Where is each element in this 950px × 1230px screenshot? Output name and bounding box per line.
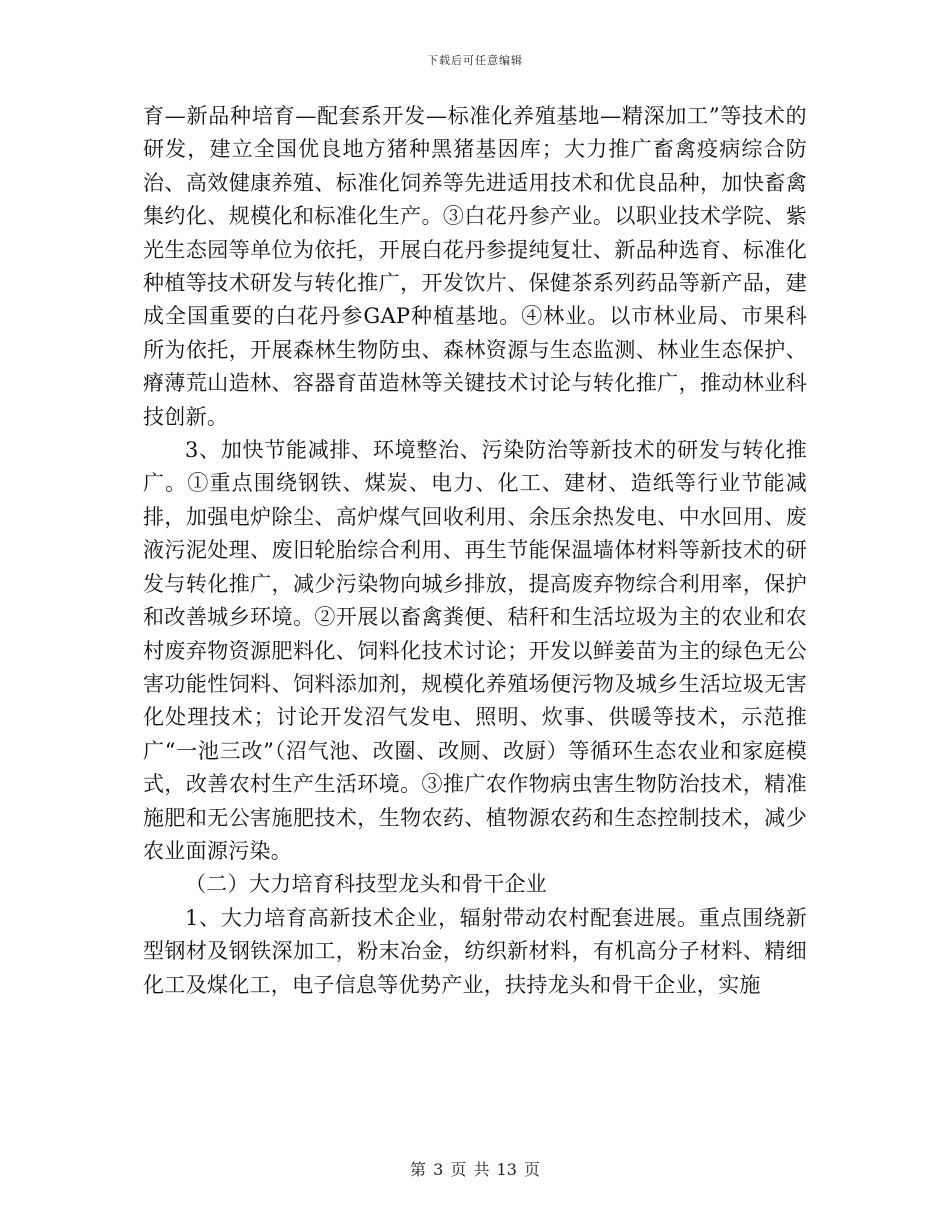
document-body (143, 100, 807, 1002)
paragraph-livestock-forestry: 育—新品种培育—配套系开发—标准化养殖基地—精深加工”等技术的研发，建立全国优良地方猪种黑猪基因库；大力推广畜禽疫病综合防治、高效健康养殖、标准化饲养等先进适用技术和优良品种，加快畜禽集约化、规模化和标准化生产。③白花丹参产业。以职业技术学院、紫光生态园等单位为依托，开展白花丹参提纯复壮、新品种选育、标准化种植等技术研发与转化推广，开发饮片、保健茶系列药品等新产品，建成全国重要的白花丹参GAP种植基地。④林业。以市林业局、市果科所为依托，开展森林生物防虫、森林资源与生态监测、林业生态保护、瘠薄荒山造林、容器育苗造林等关键技术讨论与转化推广，推动林业科技创新。 (143, 104, 807, 429)
page-header: 下载后可任意编辑 (427, 54, 523, 67)
page-footer: 第 3 页 共 13 页 (410, 1160, 540, 1179)
paragraph-high-tech-enterprises: 1、大力培育高新技术企业，辐射带动农村配套进展。重点围绕新型钢材及钢铁深加工，粉末冶金，纺织新材料，有机高分子材料、精细化工及煤化工，电子信息等优势产业，扶持龙头和骨干企业，实施 (143, 905, 807, 997)
paragraph-energy-saving: 3、加快节能减排、环境整治、污染防治等新技术的研发与转化推广。①重点围绕钢铁、煤炭、电力、化工、建材、造纸等行业节能减排，加强电炉除尘、高炉煤气回收利用、余压余热发电、中水回用、废液污泥处理、废旧轮胎综合利用、再生节能保温墙体材料等新技术的研发与转化推广，减少污染物向城乡排放，提高废弃物综合利用率，保护和改善城乡环境。②开展以畜禽粪便、秸秆和生活垃圾为主的农业和农村废弃物资源肥料化、饲料化技术讨论；开发以鲜姜苗为主的绿色无公害功能性饲料、饲料添加剂，规模化养殖场便污物及城乡生活垃圾无害化处理技术；讨论开发沼气发电、照明、炊事、供暖等技术，示范推广“一池三改”（沼气池、改圈、改厕、改厨）等循环生态农业和家庭模式，改善农村生产生活环境。③推广农作物病虫害生物防治技术，精准施肥和无公害施肥技术，生物农药、植物源农药和生态控制技术，减少农业面源污染。 (143, 438, 807, 863)
section-heading-enterprises: （二）大力培育科技型龙头和骨干企业 (185, 872, 548, 897)
